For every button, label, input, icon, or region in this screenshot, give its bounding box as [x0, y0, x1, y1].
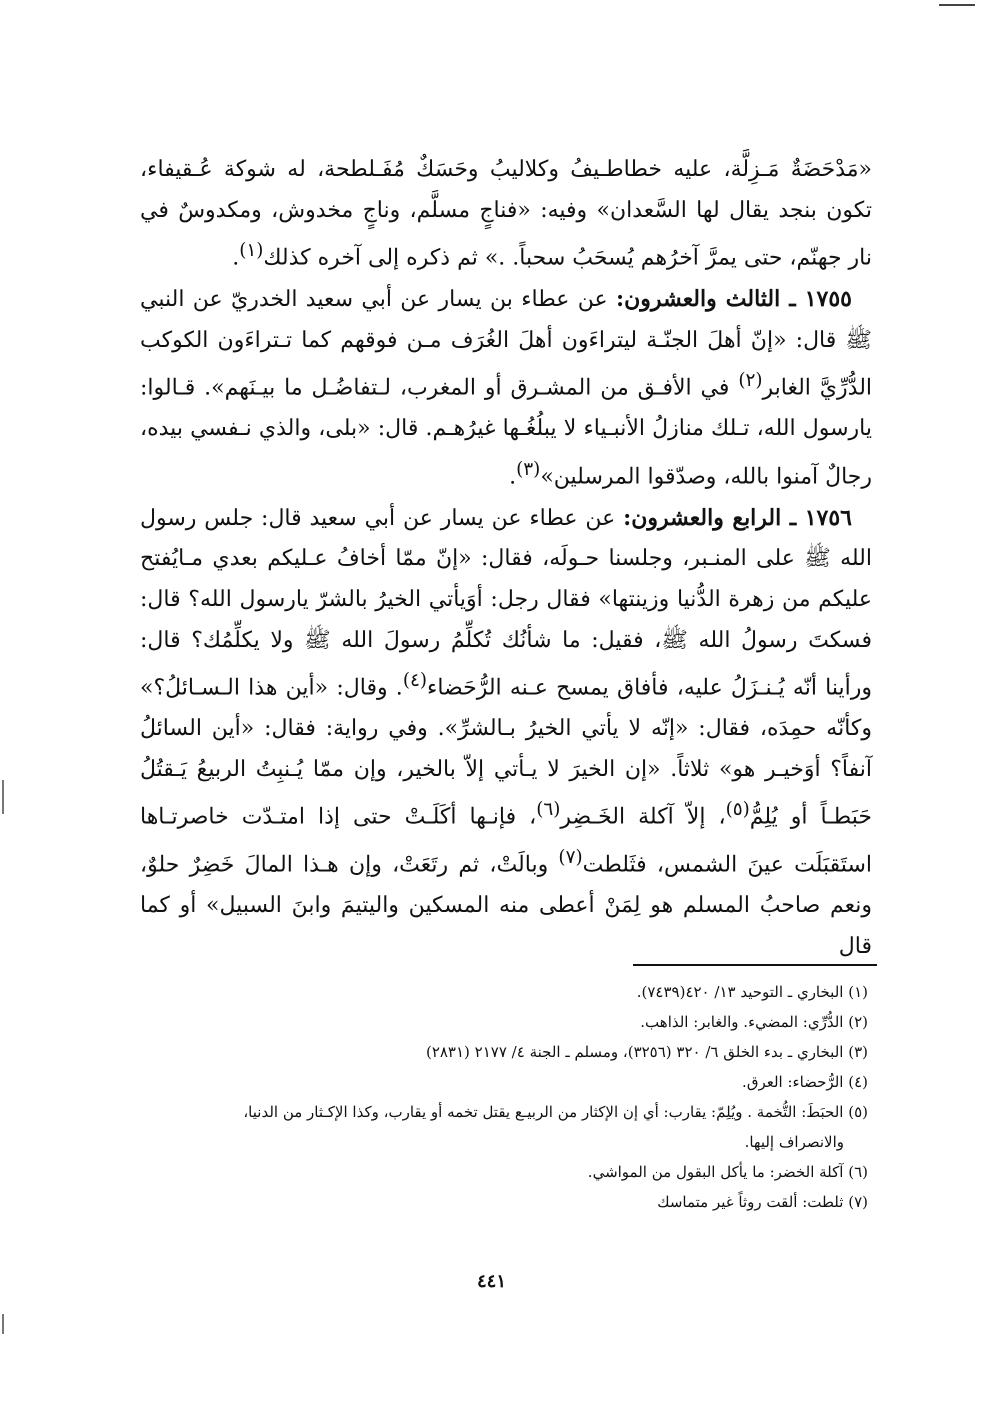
footnote-divider	[633, 964, 877, 966]
hadith-heading: ١٧٥٥ ـ الثالث والعشرون:	[616, 286, 852, 313]
footnotes	[118, 977, 868, 1217]
footnote-ref: (٦)	[536, 799, 561, 821]
hadith-heading: ١٧٥٦ ـ الرابع والعشرون:	[623, 504, 852, 531]
hadith-1756: ١٧٥٦ ـ الرابع والعشرون: عن عطاء عن يسار عن أبي سعيد قال: جلس رسول الله ﷺ على المنـبر، وجلسنا حـولَه، فقال: «إنّ ممّا أخافُ عـليكم بعدي مـايُفتح عليكم من زهرة الدُّنيا وزينتها» فقال رجل: أوَيأتي الخيرُ بالشرّ يارسول الله؟ قال: فسكتَ رسولُ الله ﷺ، فقيل: ما شأنُك تُكلِّمُ رسولَ الله ﷺ ولا يكلِّمُك؟ قال: ورأينا أنّه يُـنـزَلُ عليه، فأفاق يمسح عـنه الرُّحَضاء$^{(٤)}$. وقال: «أين هذا الـسـائلُ؟» وكأنّه حمِدَه، فقال: «إنّه لا يأتي الخيرُ بـالشرِّ». وفي رواية: فقال: «أين السائلُ آنفاً؟ أوَخيـر هو» ثلاثاً. «إن الخيرَ لا يـأتي إلاّ بالخير، وإن ممّا يُـنبِتُ الربيعُ يَـقتُلُ حَبَطـاً أو يُلِمُّ$^{(٥)}$، إلاّ آكلة الخَـضِر$^{(٦)}$، فإنـها أكَلَـتْ حتى إذا امتـدّت خاصرتـاها استَقبَلَت عينَ الشمس، فثَلطت$^{(٧)}$ وبالَتْ، ثم رتَعَتْ، وإن هـذا المالَ خَضِرٌ حلوٌ، ونعم صاحبُ المسلم هو لِمَنْ أعطى منه المسكين واليتيمَ وابنَ السبيل» أو كما قال	[140, 504, 873, 959]
scan-corner-mark	[939, 4, 975, 6]
footnote: (٣) البخاري ـ بدء الخلق ٦/ ٣٢٠ (٣٢٥٦)، ومسلم ـ الجنة ٤/ ٢١٧٧ (٢٨٣١)	[425, 1043, 868, 1061]
footnote: (٢) الدُّرِّي: المضيء. والغابر: الذاهب.	[640, 1013, 868, 1031]
main-text	[140, 150, 872, 967]
footnote-ref: (١)	[239, 240, 264, 262]
footnote-continuation: والانصراف إليها.	[744, 1133, 844, 1151]
footnote: (٤) الرُّحضاء: العرق.	[742, 1073, 868, 1091]
footnote: (٥) الحبَطَ: التُّخمة . ويُلِمّ: يقارب: أي إن الإكثار من الربيـع يقتل تخمه أو يقارب، وكذا الإكـثار من الدنيا،	[243, 1103, 868, 1121]
scan-edge-mark	[2, 1314, 4, 1334]
page-number: ٤٤١	[476, 1271, 506, 1292]
footnote-ref: (٤)	[402, 670, 427, 692]
footnote: (٧) ثلطت: ألقت روثاً غير متماسك	[657, 1193, 868, 1211]
paragraph: «مَدْحَضَةٌ مَـزِلَّة، عليه خطاطـيفُ وكلاليبُ وحَسَكٌ مُفَـلطحة، له شوكة عُـقيفاء، تكون بنجد يقال لها السَّعدان» وفيه: «فناجٍ مسلَّم، وناجٍ مخدوش، ومكدوسٌ في نار جهنّم، حتى يمرَّ آخرُهم يُسحَبُ سحباً. .» ثم ذكره إلى آخره كذلك$^{(١)}$.	[140, 157, 872, 271]
footnote: (١) البخاري ـ التوحيد ١٣/ ٤٢٠(٧٤٣٩).	[636, 983, 868, 1001]
footnote-ref: (٣)	[516, 458, 541, 480]
footnote: (٦) آكلة الخضر: ما يأكل البقول من المواشي.	[587, 1163, 868, 1181]
footnote-ref: (٧)	[558, 847, 583, 869]
footnote-ref: (٢)	[738, 370, 763, 392]
hadith-1755: ١٧٥٥ ـ الثالث والعشرون: عن عطاء بن يسار عن أبي سعيد الخدريّ عن النبي ﷺ قال: «إنّ أهلَ الجنّـة ليتراءَون أهلَ الغُرَف مـن فوقهم كما تـتراءَون الكوكب الدُّرِّيَّ الغابر$^{(٢)}$ في الأفـق من المشـرق أو المغرب، لـتفاضُـل ما بيـنَهم». قـالوا: يارسول الله، تـلك منازلُ الأنبـياء لا يبلُغُـها غيرُهـم. قال: «بلى، والذي نـفسي بيده، رجالٌ آمنوا بالله، وصدّقوا المرسلين»$^{(٣)}$.	[140, 286, 873, 490]
footnote-ref: (٥)	[725, 799, 750, 821]
scan-edge-mark	[2, 780, 4, 814]
